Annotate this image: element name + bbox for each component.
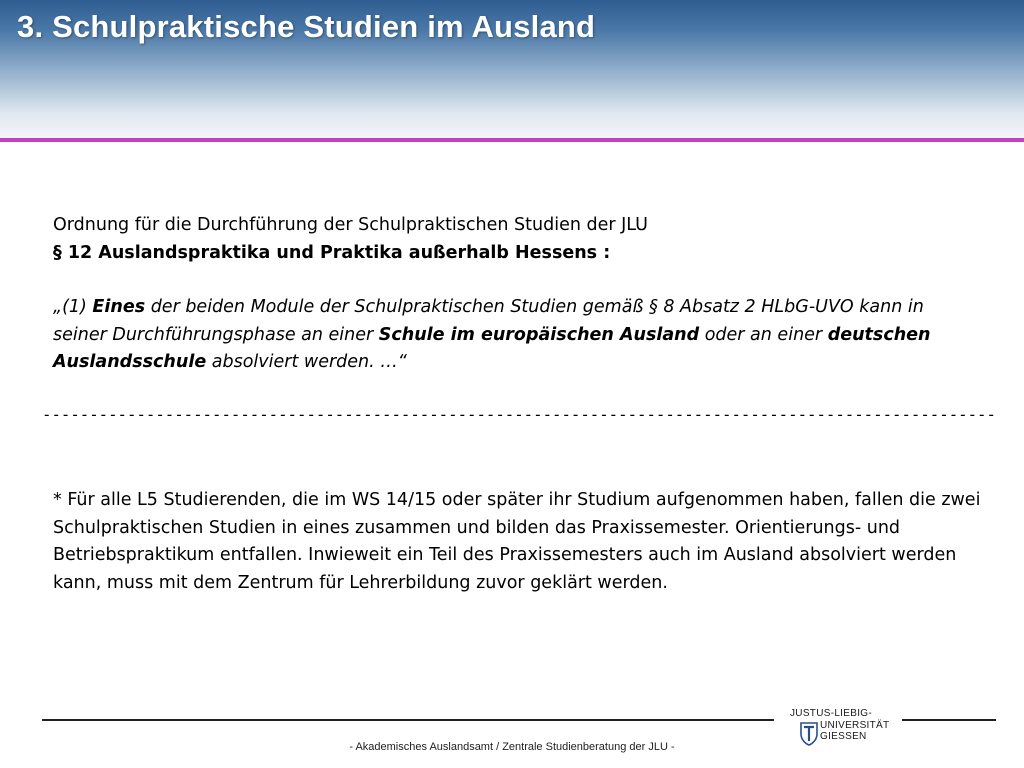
quote-bold-2: Schule im europäischen Ausland bbox=[378, 324, 700, 345]
section-heading-text: § 12 Auslandspraktika und Praktika außerhalb Hessens : bbox=[53, 242, 611, 263]
note-block bbox=[53, 487, 983, 597]
quote-bold-1: Eines bbox=[92, 297, 146, 317]
section-heading bbox=[53, 240, 983, 268]
regulation-heading: Ordnung für die Durchführung der Schulpraktischen Studien der JLU bbox=[53, 215, 648, 235]
quote-part-2: der beiden Module der Schulpraktischen Studien gemäß § 8 Absatz 2 HLbG-UVO kann in seiner Durchführungsphase an einer bbox=[53, 297, 924, 345]
header-accent-line bbox=[0, 138, 1024, 142]
quote-part-3: oder an einer bbox=[699, 324, 828, 345]
footer-text: - Akademisches Auslandsamt / Zentrale Studienberatung der JLU - bbox=[349, 741, 675, 753]
spacer bbox=[53, 267, 983, 294]
note-text: * Für alle L5 Studierenden, die im WS 14/15 oder später ihr Studium aufgenommen haben, fallen die zwei Schulpraktischen Studien in eines zusammen und bilden das Praxissemester. Orientierungs- und Betriebspraktikum entfallen. Inwieweit ein Teil des Praxissemesters auch im Ausland absolviert werden kann, muss mit dem Zentrum für Lehrerbildung zuvor geklärt werden. bbox=[53, 490, 981, 593]
quote-part-4: absolviert werden. …“ bbox=[206, 352, 407, 372]
quote-text bbox=[53, 297, 930, 372]
dashed-separator: ----------------------------------------------------------------------------------------------------- bbox=[42, 405, 996, 424]
footer-rule-right bbox=[902, 719, 996, 721]
regulation-block bbox=[53, 212, 983, 377]
quote-part-1: „(1) bbox=[53, 297, 93, 317]
logo-text-line-1: JUSTUS-LIEBIG- bbox=[790, 708, 872, 719]
slide-title: 3. Schulpraktische Studien im Ausland bbox=[17, 9, 596, 44]
logo-text-line-3: GIESSEN bbox=[820, 731, 867, 742]
quote-bold-3: deutschen Auslandsschule bbox=[53, 324, 931, 372]
logo-text-line-2: UNIVERSITÄT bbox=[820, 720, 890, 731]
header-banner bbox=[0, 0, 1024, 138]
footer-rule-left bbox=[42, 719, 774, 721]
regulation-quote bbox=[53, 294, 983, 377]
